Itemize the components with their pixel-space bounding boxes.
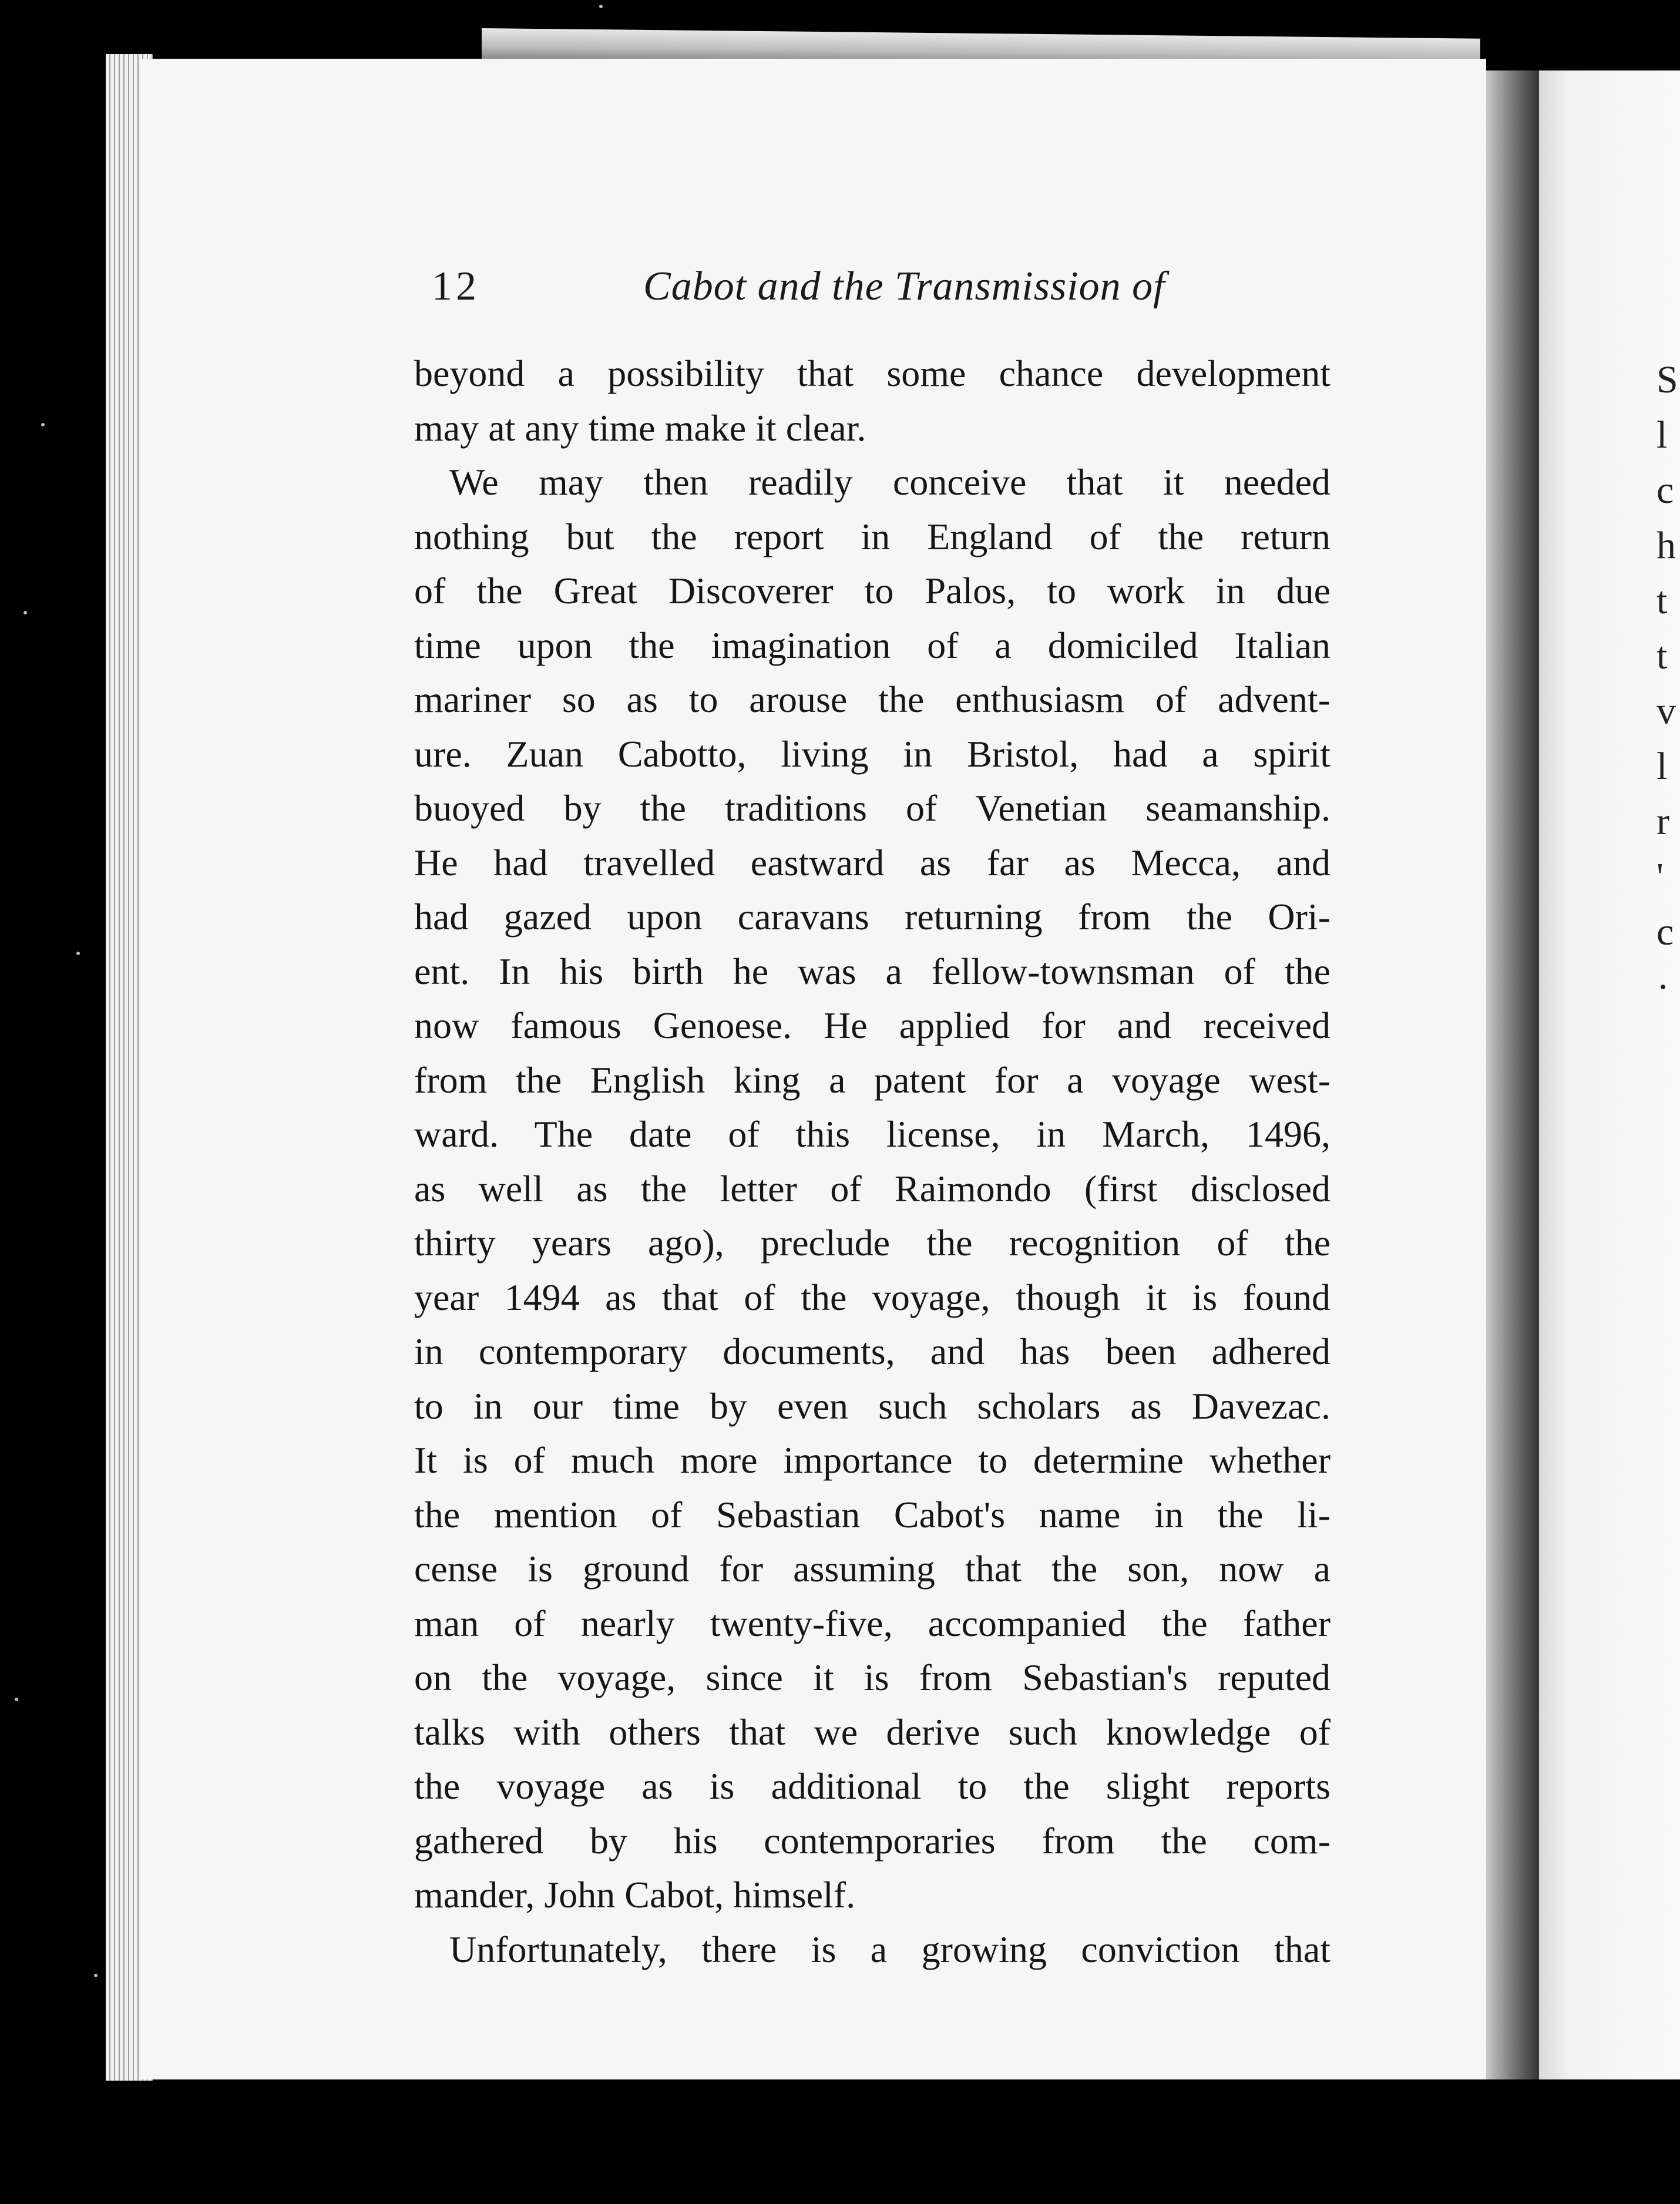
facing-fragment: ·	[1657, 966, 1669, 1009]
text-line: of the Great Discoverer to Palos, to work in due	[414, 570, 1330, 612]
running-title: Cabot and the Transmission of	[643, 264, 1165, 309]
text-line: mander, John Cabot, himself.	[414, 1874, 856, 1916]
facing-fragment: t	[1657, 579, 1668, 622]
text-line: now famous Genoese. He applied for and received	[414, 1004, 1330, 1046]
scan-dust-speck	[41, 423, 45, 426]
text-line: ure. Zuan Cabotto, living in Bristol, had a spirit	[414, 733, 1330, 775]
scan-dust-speck	[599, 5, 603, 8]
text-line: may at any time make it clear.	[414, 406, 866, 449]
facing-fragment: r	[1657, 800, 1669, 843]
facing-fragment: l	[1657, 745, 1668, 788]
text-line: Unfortunately, there is a growing conviction that	[449, 1928, 1330, 1970]
text-line: had gazed upon caravans returning from the Ori-	[414, 896, 1330, 938]
facing-fragment: l	[1657, 414, 1668, 456]
text-line: the mention of Sebastian Cabot's name in the li-	[414, 1493, 1330, 1536]
text-line: in contemporary documents, and has been adhered	[414, 1331, 1330, 1372]
facing-fragment: h	[1657, 524, 1676, 567]
text-line: year 1494 as that of the voyage, though it is found	[414, 1276, 1330, 1318]
facing-fragment: '	[1657, 855, 1664, 898]
scan-dust-speck	[23, 611, 27, 614]
text-line: to in our time by even such scholars as Davezac.	[414, 1385, 1330, 1427]
text-line: nothing but the report in England of the return	[414, 515, 1330, 557]
facing-fragment: c	[1657, 469, 1674, 512]
facing-fragment: v	[1657, 690, 1676, 733]
body-text	[414, 347, 1330, 1977]
text-line: He had travelled eastward as far as Mecca, and	[414, 841, 1330, 883]
facing-fragment: S	[1657, 358, 1678, 401]
facing-fragment: c	[1657, 911, 1674, 953]
text-line: ward. The date of this license, in March, 1496,	[414, 1113, 1330, 1155]
running-head	[432, 263, 1372, 322]
text-line: on the voyage, since it is from Sebastian's reputed	[414, 1657, 1330, 1698]
facing-page-text-fragments	[1657, 352, 1680, 1015]
text-line: from the English king a patent for a voyage west-	[414, 1059, 1330, 1101]
text-line: beyond a possibility that some chance development	[414, 352, 1330, 394]
text-line: buoyed by the traditions of Venetian seamanship.	[414, 787, 1330, 829]
page-number: 12	[432, 264, 480, 309]
text-line: talks with others that we derive such knowledge of	[414, 1711, 1330, 1753]
text-line: gathered by his contemporaries from the com-	[414, 1819, 1330, 1862]
scan-dust-speck	[94, 1974, 98, 1977]
text-line: the voyage as is additional to the slight reports	[414, 1765, 1330, 1807]
text-line: We may then readily conceive that it needed	[449, 461, 1330, 503]
scan-dust-speck	[76, 952, 80, 955]
text-line: cense is ground for assuming that the son, now a	[414, 1548, 1330, 1590]
scan-dust-speck	[15, 1698, 18, 1701]
text-line: ent. In his birth he was a fellow-townsman of the	[414, 950, 1330, 992]
text-line: time upon the imagination of a domiciled Italian	[414, 624, 1330, 666]
text-line: It is of much more importance to determine whether	[414, 1439, 1330, 1481]
facing-fragment: t	[1657, 634, 1668, 677]
text-line: as well as the letter of Raimondo (first disclosed	[414, 1167, 1330, 1209]
text-line: man of nearly twenty-five, accompanied the father	[414, 1602, 1330, 1644]
text-line: thirty years ago), preclude the recognition of the	[414, 1222, 1330, 1264]
text-line: mariner so as to arouse the enthusiasm of advent-	[414, 678, 1330, 720]
